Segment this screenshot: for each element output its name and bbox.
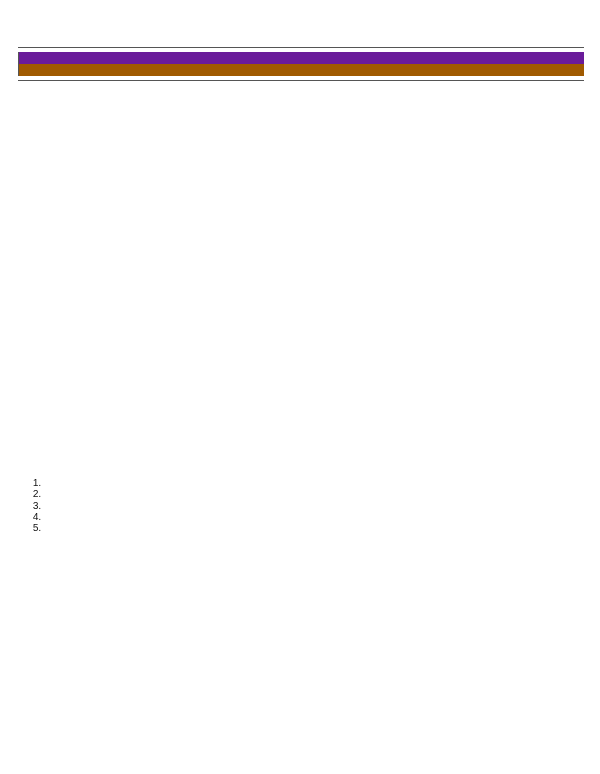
directions-list xyxy=(44,478,584,534)
direction-step-3 xyxy=(44,501,584,512)
direction-step-1 xyxy=(44,478,584,489)
strip-2d6 xyxy=(18,64,584,76)
direction-step-2 xyxy=(44,489,584,500)
directions-section xyxy=(18,478,584,534)
reaction-table xyxy=(18,47,584,475)
bottom-table xyxy=(18,80,584,81)
direction-step-5 xyxy=(44,523,584,534)
direction-step-4 xyxy=(44,512,584,523)
strip-1d12 xyxy=(18,52,584,64)
